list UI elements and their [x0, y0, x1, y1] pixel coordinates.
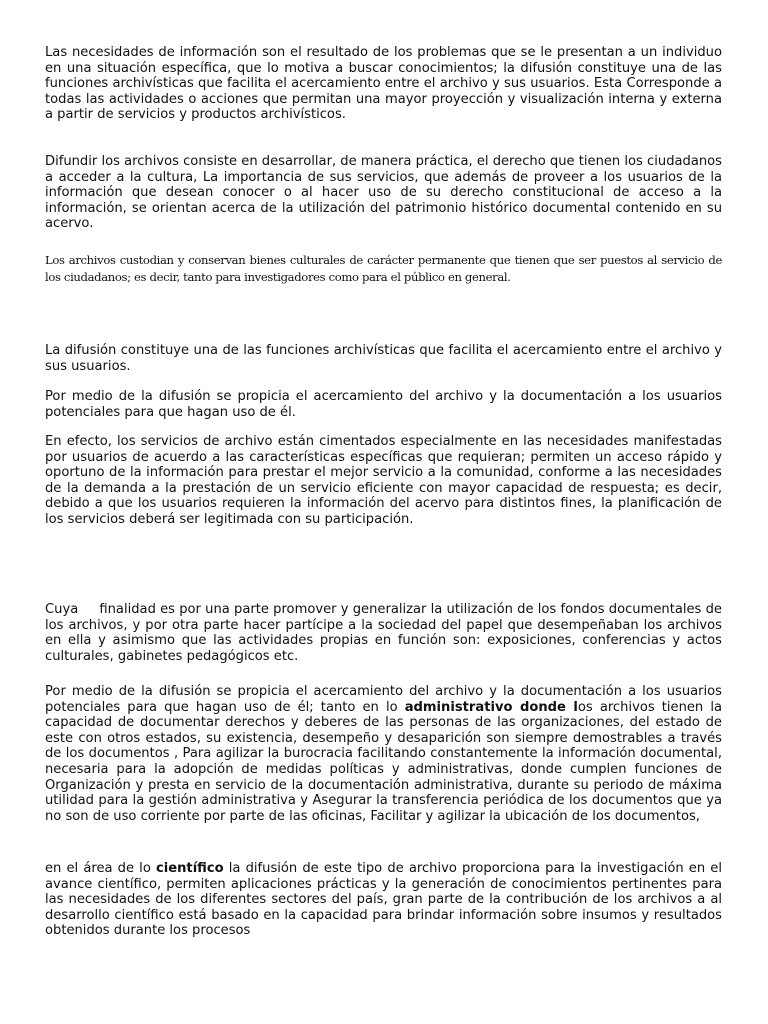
paragraph-difusion-funcion: La difusión constituye una de las funciones archivísticas que facilita el acercamiento entre el archivo y sus usuarios. [45, 343, 722, 374]
bold-cientifico: científico [155, 861, 224, 876]
paragraph-finalidad: Cuya finalidad es por una parte promover y generalizar la utilización de los fondos documentales de los archivos, y por otra parte hacer partícipe a la sociedad del papel que desempeñaban los archivos en ella y asimismo que las actividades propias en función son: exposiciones, conferencias y actos culturales, gabinetes pedagógicos etc. [45, 602, 722, 664]
paragraph-administrativo [45, 684, 722, 824]
bold-administrativo: administrativo donde l [404, 699, 578, 715]
paragraph-archivos-custodian: Los archivos custodian y conservan bienes culturales de carácter permanente que tienen que ser puestos al servicio de los ciudadanos; es decir, tanto para investigadores como para el público en general. [45, 253, 722, 284]
paragraph-administrativo-text-end: os archivos tienen la capacidad de documentar derechos y deberes de las personas de las organizaciones, del estado de este con otros estados, su existencia, desempeño y desaparición son siempre demostrables a través de los documentos , Para agilizar la burocracia facilitando constantemente la información documental, necesaria para la adopción de medidas políticas y administrativas, donde cumplen funciones de Organización y presta en servicio de la documentación administrativa, durante su periodo de máxima utilidad para la gestión administrativa y Asegurar la transferencia periódica de los documentos que ya no son de uso corriente por parte de las oficinas, Facilitar y agilizar la ubicación de los documentos, [45, 699, 722, 824]
paragraph-cientifico-text-end: la difusión de este tipo de archivo proporciona para la investigación en el avance científico, permiten aplicaciones prácticas y la generación de conocimientos pertinentes para las necesidades de los diferentes sectores del país, gran parte de la contribución de los archivos a al desarrollo científico está basado en la capacidad para brindar información sobre insumos y resultados obtenidos durante los procesos [45, 861, 722, 939]
paragraph-servicios-archivo: En efecto, los servicios de archivo están cimentados especialmente en las necesidades manifestadas por usuarios de acuerdo a las características específicas que requieran; permiten un acceso rápido y oportuno de la información para prestar el mejor servicio a la comunidad, conforme a las necesidades de la demanda a la prestación de un servicio eficiente con mayor capacidad de respuesta; es decir, debido a que los usuarios requieren la información del acervo para distintos fines, la planificación de los servicios deberá ser legitimada con su participación. [45, 434, 722, 527]
paragraph-necesidades-informacion: Las necesidades de información son el resultado de los problemas que se le presentan a un individuo en una situación específica, que lo motiva a buscar conocimientos; la difusión constituye una de las funciones archivísticas que facilita el acercamiento entre el archivo y sus usuarios. Esta Corresponde a todas las actividades o acciones que permitan una mayor proyección y visualización interna y externa a partir de servicios y productos archivísticos. [45, 45, 722, 123]
paragraph-administrativo-text-start: Por medio de la difusión se propicia el acercamiento del archivo y la documentación a los usuarios potenciales para que hagan uso de él; tanto en lo [45, 684, 722, 715]
paragraph-acercamiento-archivo: Por medio de la difusión se propicia el acercamiento del archivo y la documentación a los usuarios potenciales para que hagan uso de él. [45, 389, 722, 420]
paragraph-cientifico [45, 861, 722, 939]
paragraph-difundir-archivos: Difundir los archivos consiste en desarrollar, de manera práctica, el derecho que tienen los ciudadanos a acceder a la cultura, La importancia de sus servicios, que además de proveer a los usuarios de la información que desean conocer o al hacer uso de su derecho constitucional de acceso a la información, se orientan acerca de la utilización del patrimonio histórico documental contenido en su acervo. [45, 154, 722, 232]
paragraph-cientifico-text-start: en el área de lo [45, 861, 156, 876]
